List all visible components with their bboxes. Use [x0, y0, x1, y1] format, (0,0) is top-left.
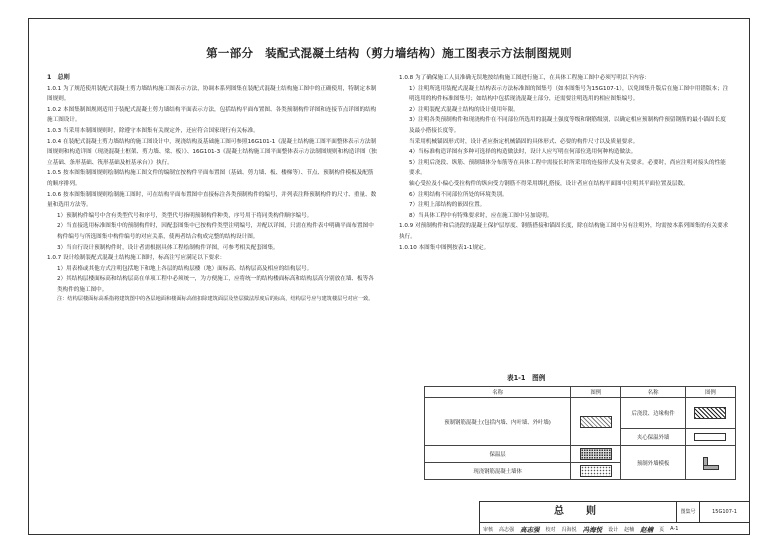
- legend-table: [424, 386, 736, 480]
- clause-1-0-8-item-4: 4）当标准构造详图有多种可选择的构造做法时，设计人应写明在何部位选用何种构造做法。: [409, 149, 637, 156]
- clause-1-0-8: 1.0.8 为了确保施工人员准确无误地按结构施工图进行施工，在具体工程施工图中必须写明以下内容：: [399, 75, 650, 81]
- clause-1-0-8-item-2: 2）注明装配式混凝土结构的设计使用年限。: [409, 106, 519, 113]
- checker-name: 冯海悦: [561, 526, 577, 533]
- cast-concrete-hatch-icon: [580, 465, 612, 477]
- pour-hatch-icon: [694, 407, 726, 419]
- atlas-label: 图集号: [677, 502, 700, 523]
- formwork-icon: [695, 457, 725, 469]
- legend-swatch-precast: [571, 398, 621, 446]
- left-column: [47, 73, 379, 304]
- review-label: 审核: [483, 526, 494, 533]
- legend-swatch-formwork: [685, 446, 735, 480]
- legend-table-title: 表1-1 图例: [507, 374, 546, 382]
- clause-1-0-6-item-1: 1）预制构件编号中含有类型代号和序号，类型代号指明预制构件种类，序号用于将同类构件顺序编号。: [57, 212, 313, 219]
- clause-1-0-9: 1.0.9 对预制构件和后浇段的混凝土保护层厚度、钢筋搭接和锚固长度，除在结构施工图中另有注明外，均需按本系列图集的有关要求执行。: [399, 223, 729, 240]
- design-label: 设计: [608, 526, 619, 533]
- atlas-number: 15G107-1: [700, 502, 749, 523]
- title-block-signatures: [480, 523, 750, 535]
- legend-label: 现浇钢筋混凝土墙体: [425, 463, 571, 480]
- reviewer-signature: 高志强: [520, 525, 540, 534]
- legend-swatch-sandwich: [685, 429, 735, 446]
- clause-1-0-7-item-2: 2）其结构层楼面标高和结构层高在单项工程中必须统一，为方便施工，应将统一的结构楼面标高和结构层高分别放在墙、板等各类构件的施工图中。: [57, 276, 374, 293]
- clause-1-0-8-item-1: 1）注明所选用装配式混凝土结构表示方法标准图的图集号（如本图集号为15G107-1），以免图集升版后在施工图中用错版本；注明选用的构件标准图集号；如结构中包括现浇混凝土部分，还需要注明选用的相应图集编号。: [409, 85, 729, 103]
- page-title: 第一部分 装配式混凝土结构（剪力墙结构）施工图表示方法制图规则: [206, 46, 572, 60]
- drawing-sheet: [28, 18, 750, 535]
- legend-swatch-insulation: [571, 446, 621, 463]
- section-heading: 1 总则: [47, 74, 70, 81]
- clause-1-0-8-item-5b: 轴心受拉及小偏心受拉构件的纵向受力钢筋不得采用绑扎搭接，设计者应在结构平面图中注明其平面位置及层数。: [409, 180, 689, 187]
- legend-label: 夹心保温外墙: [621, 429, 685, 446]
- insulation-hatch-icon: [580, 448, 612, 460]
- sandwich-wall-icon: [694, 433, 726, 441]
- clause-1-0-8-item-3b: 当采用机械锚固形式时，设计者应指定机械锚固的具体形式、必要的构件尺寸以及质量要求。: [409, 138, 639, 145]
- title-block: [479, 501, 750, 535]
- reviewer-name: 高志强: [499, 526, 515, 533]
- clause-1-0-7-item-1: 1）用表格或其他方式注明包括地下和地上各层的结构层楼（地）面标高、结构层高及相应的结构层号。: [57, 265, 313, 272]
- designer-signature: 赵楠: [640, 525, 654, 534]
- clause-1-0-8-item-5: 5）注明后浇段、纵筋、预制墙体分布筋等在具体工程中需接长时所采用的连接形式及有关要求。必要时，尚应注明对接头的性能要求。: [409, 159, 726, 177]
- note: 注：结构层楼面标高系指将建筑图中的各层地面和楼面标高值扣除建筑面层及垫层做法厚度后的标高，结构层号应与建筑楼层号对应一致。: [57, 296, 374, 303]
- designer-name: 赵楠: [624, 526, 635, 533]
- precast-hatch-icon: [580, 416, 612, 428]
- clause-1-0-8-item-7: 7）注明上部结构的嵌固位置。: [409, 202, 486, 209]
- legend-header-figure: 图例: [685, 387, 735, 398]
- clause-1-0-8-item-8: 8）当具体工程中有特殊要求时，应在施工图中另加说明。: [409, 212, 553, 219]
- clause-1-0-3: 1.0.3 当采用本制图规则时，除遵守本图集有关规定外，还应符合国家现行有关标准。: [47, 127, 259, 134]
- legend-label: 后浇段、边缘构件: [621, 398, 685, 429]
- legend-label: 预制外墙模板: [621, 446, 685, 480]
- page-label: 页: [659, 526, 665, 533]
- legend-swatch-cast: [571, 463, 621, 480]
- clause-1-0-2: 1.0.2 本图集制图规则适用于装配式混凝土剪力墙结构平面表示方法，包括结构平面布置图、各类预制构件详图和连接节点详图的结构施工图设计。: [47, 106, 377, 124]
- clause-1-0-1: 1.0.1 为了规范使用装配式混凝土剪力墙结构施工图表示方法，协调本系列图集在装配式混凝土结构施工图中的正确使用，特制定本制图规则。: [47, 85, 377, 103]
- clause-1-0-5: 1.0.5 按本图集制图规则绘制结构施工图文件的编制宜按构件平面布置图（基础、剪力墙、板、楼梯等）、节点、预制构件模板及配筋的顺序排列。: [47, 170, 374, 187]
- clause-1-0-10: 1.0.10 本图集中图例按表1-1规定。: [399, 244, 490, 251]
- clause-1-0-8-item-6: 6）注明结构不同部位所处的环境类别。: [409, 191, 508, 198]
- legend-label: 预制钢筋混凝土(包括内墙、内叶墙、外叶墙): [425, 398, 571, 446]
- clause-1-0-7: 1.0.7 设计绘制装配式混凝土结构施工图时，标高注写应满足以下要求：: [47, 255, 226, 262]
- legend-header-name: 名称: [621, 387, 685, 398]
- clause-1-0-4: 1.0.4 在装配式混凝土剪力墙结构的施工图设计中，现浇结构及基础施工图可参照16G101-1《混凝土结构施工图平面整体表示方法制图规则和构造详图（现浇混凝土框架、剪力墙、梁、板）》、16G101-3《混凝土结构施工图平面整体表示方法制图规则和构造详图（独立基础、条形基础、筏形基础及桩基承台）》执行。: [47, 138, 377, 166]
- legend-swatch-pour: [685, 398, 735, 429]
- title-block-name: 总 则: [480, 502, 677, 523]
- clause-1-0-6-item-2: 2）当直接选用标准图集中的预制构件时，因配套图集中已按构件类型注明编号，并配以详图，只需在构件表中明确平面布置图中构件编号与所选图集中构件编号的对应关系，使两者结合构成完整的结构设计图。: [57, 223, 374, 240]
- legend-label: 保温层: [425, 446, 571, 463]
- clause-1-0-6: 1.0.6 按本图集制图规则绘制施工图时，可在结构平面布置图中直接标注各类预制构件的编号，并列表注释预制构件的尺寸、重量、数量和选用方法等。: [47, 191, 377, 209]
- clause-1-0-6-item-3: 3）当自行设计预制构件时，设计者需根据具体工程绘制构件详图，可参考相关配套图集。: [57, 244, 279, 251]
- checker-signature: 冯海悦: [582, 525, 603, 534]
- clause-1-0-8-item-3: 3）注明各类预制构件和现浇构件在不同部位所选用的混凝土强度等级和钢筋级别，以确定相应预制构件预留钢筋的最小锚固长度及最小搭接长度等。: [409, 117, 726, 134]
- legend-header-figure: 图例: [571, 387, 621, 398]
- page-number: A-1: [670, 526, 679, 532]
- right-column: [399, 73, 731, 253]
- legend-header-name: 名称: [425, 387, 571, 398]
- check-label: 校对: [545, 526, 556, 533]
